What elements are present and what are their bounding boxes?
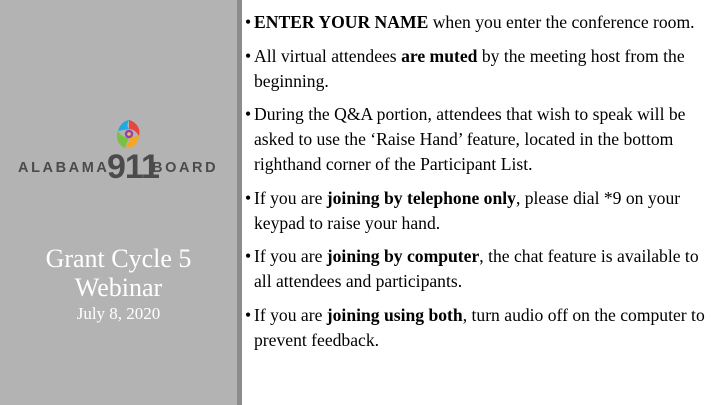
bullet-item: • If you are joining by computer, the chat feature is available to all attendees and participants. xyxy=(245,244,713,294)
logo-text-board: BOARD xyxy=(152,160,219,176)
swirl-logo-icon xyxy=(114,118,144,152)
webinar-date: July 8, 2020 xyxy=(76,304,161,323)
bullet-item: • ENTER YOUR NAME when you enter the conference room. xyxy=(245,10,713,35)
logo-text-alabama: ALABAMA xyxy=(18,160,110,176)
bullet-emphasis: joining using both xyxy=(326,304,463,325)
webinar-title-block xyxy=(0,244,237,325)
bullet-emphasis: joining by telephone only xyxy=(326,187,516,208)
title-line-2: Webinar xyxy=(74,273,163,302)
bullet-item: • If you are joining using both, turn audio off on the computer to prevent feedback. xyxy=(245,303,713,353)
bullet-item: • If you are joining by telephone only, please dial *9 on your keypad to raise your hand. xyxy=(245,186,713,236)
alabama-911-board-logo xyxy=(16,118,220,186)
bullet-item: • During the Q&A portion, attendees that wish to speak will be asked to use the ‘Raise Hand’ feature, located in the bottom righthand corner of the Participant List. xyxy=(245,102,713,177)
bullet-emphasis: ENTER YOUR NAME xyxy=(254,12,429,32)
logo-number-911: 911 xyxy=(107,148,159,186)
title-line-1: Grant Cycle 5 xyxy=(45,244,192,273)
bullet-emphasis: joining by computer xyxy=(326,246,480,266)
bullet-emphasis: are muted xyxy=(401,45,478,66)
panel-divider xyxy=(237,0,242,405)
bullet-item: • All virtual attendees are muted by the meeting host from the beginning. xyxy=(245,44,713,94)
instructions-list xyxy=(245,10,713,361)
left-panel xyxy=(0,0,237,405)
